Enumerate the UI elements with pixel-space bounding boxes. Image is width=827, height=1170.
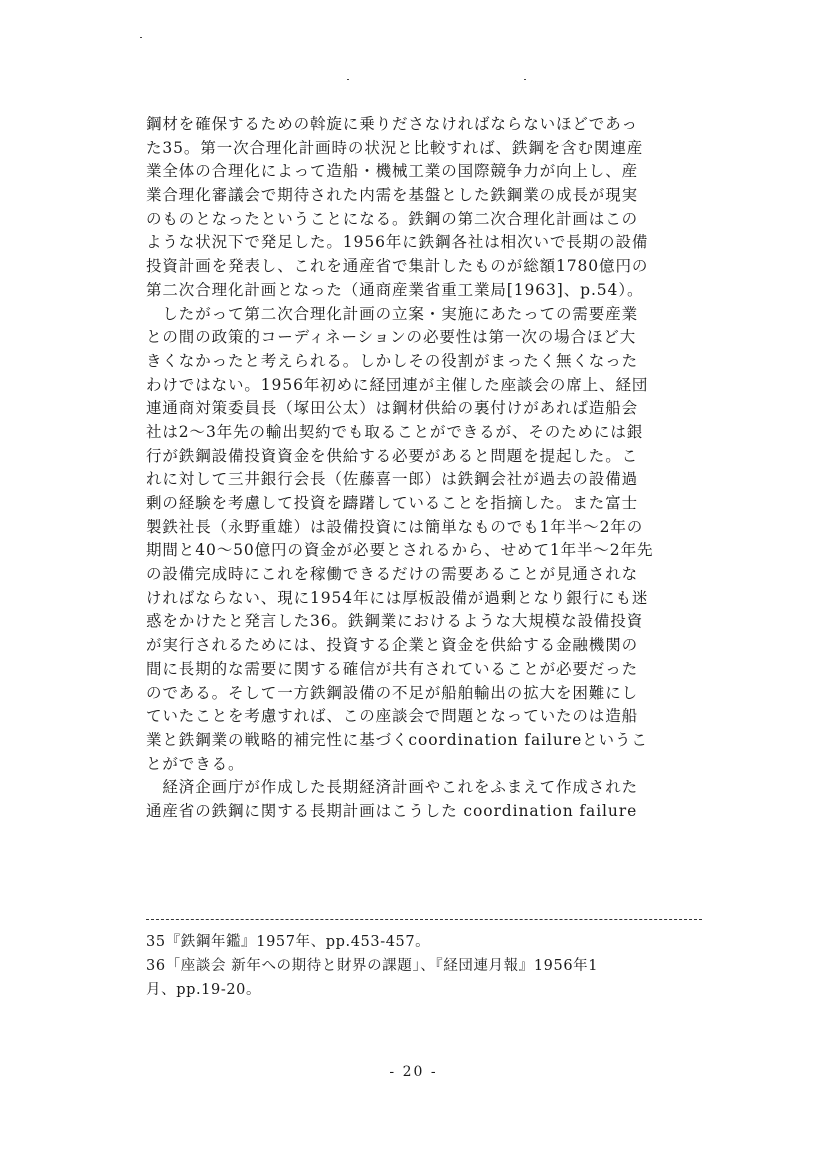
text-line: のである。そして一方鉄鋼設備の不足が船舶輸出の拡大を困難にし <box>146 683 639 702</box>
text-line: 第二次合理化計画となった（通商産業省重工業局[1963]、p.54）。 <box>146 280 644 299</box>
text-line: 経済企画庁が作成した長期経済計画やこれをふまえて作成された <box>146 778 639 797</box>
text-line: ような状況下で発足した。1956年に鉄鋼各社は相次いで長期の設備 <box>146 233 649 252</box>
footnotes <box>146 930 702 1002</box>
text-line: 剰の経験を考慮して投資を躊躇していることを指摘した。また富士 <box>146 494 639 512</box>
footnote-line: 35『鉄鋼年鑑』1957年、pp.453-457。 <box>146 934 431 950</box>
text-line: 通産省の鉄鋼に関する長期計画はこうした coordination failure <box>146 801 638 820</box>
text-line: 業全体の合理化によって造船・機械工業の国際競争力が向上し、産 <box>146 162 639 181</box>
scan-speck <box>140 37 142 38</box>
text-line: きくなかったと考えられる。しかしその役割がまったく無くなった <box>146 351 639 370</box>
text-line: ければならない、現に1954年には厚板設備が過剰となり銀行にも迷 <box>146 588 649 607</box>
text-line: 業合理化審議会で期待された内需を基盤とした鉄鋼業の成長が現実 <box>146 186 639 205</box>
text-line: れに対して三井銀行会長（佐藤喜一郎）は鉄鋼会社が過去の設備過 <box>146 470 639 489</box>
page-number: - 20 - <box>389 1064 438 1080</box>
text-line: のものとなったということになる。鉄鋼の第二次合理化計画はこの <box>146 209 639 228</box>
text-line: 社は2～3年先の輸出契約でも取ることができるが、そのためには銀 <box>146 422 644 441</box>
text-line: 期間と40～50億円の資金が必要とされるから、せめて1年半～2年先 <box>146 541 654 560</box>
text-line: との間の政策的コーディネーションの必要性は第一次の場合ほど大 <box>146 328 637 347</box>
text-line: わけではない。1956年初めに経団連が主催した座談会の席上、経団 <box>146 375 649 394</box>
text-line: 惑をかけたと発言した36。鉄鋼業におけるような大規模な設備投資 <box>146 612 644 631</box>
footnote-line: 月、pp.19-20。 <box>146 982 262 998</box>
scan-speck <box>347 79 349 80</box>
text-line: ていたことを考慮すれば、この座談会で問題となっていたのは造船 <box>146 707 639 726</box>
text-line: 間に長期的な需要に関する確信が共有されていることが必要だった <box>146 659 639 678</box>
text-line: とができる。 <box>146 754 245 773</box>
text-line: 連通商対策委員長（塚田公太）は鋼材供給の裏付けがあれば造船会 <box>146 399 639 418</box>
text-line: 製鉄社長（永野重雄）は設備投資には簡単なものでも1年半～2年の <box>146 517 644 536</box>
text-line: が実行されるためには、投資する企業と資金を供給する金融機関の <box>146 636 639 655</box>
body-text <box>146 113 702 824</box>
text-line: 投資計画を発表し、これを通産省で集計したものが総額1780億円の <box>146 257 649 276</box>
text-line: た35。第一次合理化計画時の状況と比較すれば、鉄鋼を含む関連産 <box>146 138 644 157</box>
text-line: 業と鉄鋼業の戦略的補完性に基づくcoordination failureというこ <box>146 730 648 749</box>
text-line: の設備完成時にこれを稼働できるだけの需要あることが見通されな <box>146 565 639 584</box>
text-line: 行が鉄鋼設備投資資金を供給する必要があると問題を提起した。こ <box>146 446 639 465</box>
footnote-separator <box>146 919 702 920</box>
text-line: 鋼材を確保するための斡旋に乗りださなければならないほどであっ <box>146 115 638 133</box>
text-line: したがって第二次合理化計画の立案・実施にあたっての需要産業 <box>146 304 639 323</box>
scan-speck <box>524 79 526 80</box>
footnote-line: 36「座談会 新年への期待と財界の課題」、『経団連月報』1956年1 <box>146 958 599 974</box>
